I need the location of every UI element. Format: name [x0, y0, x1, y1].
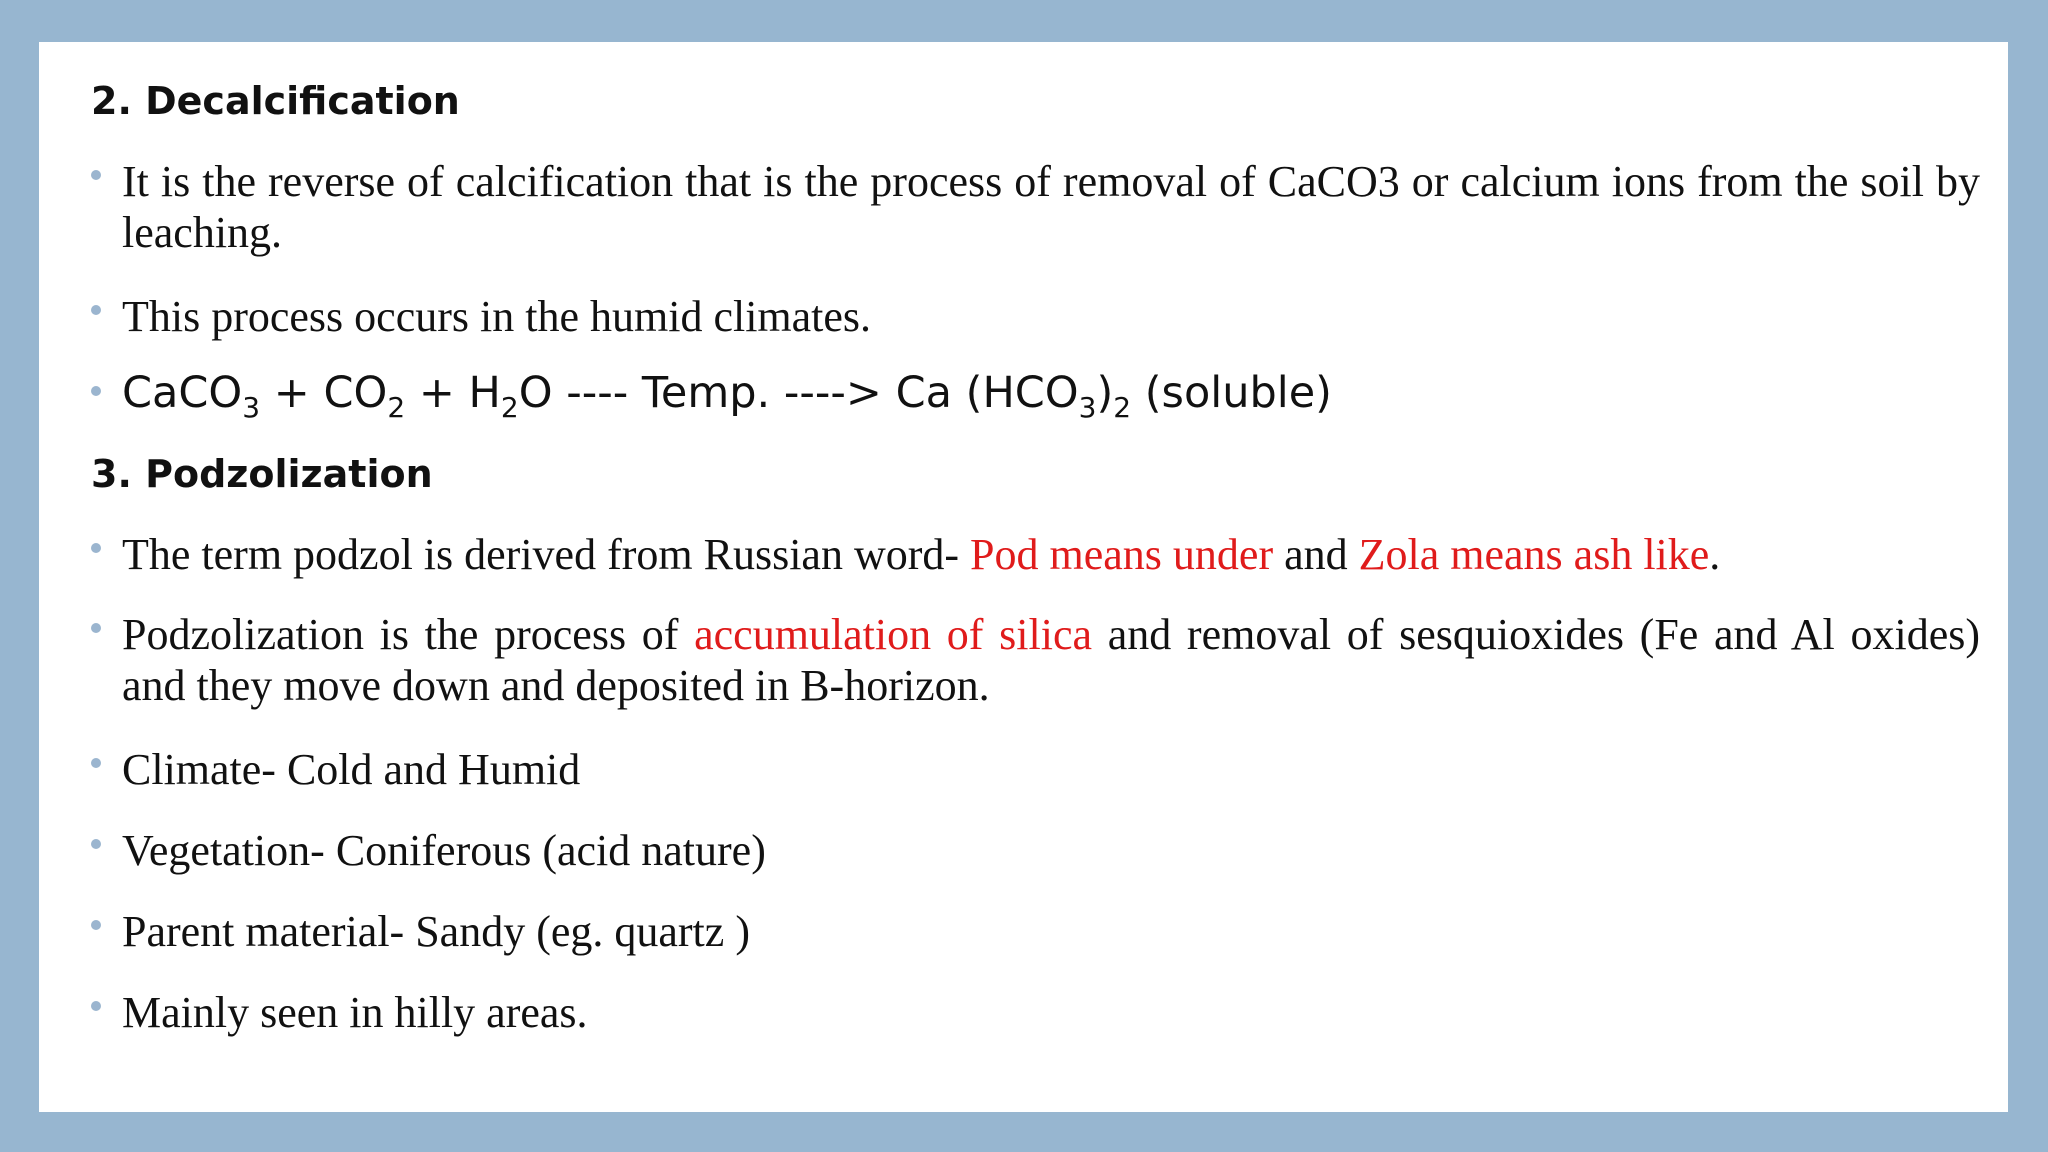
formula-item — [91, 366, 1981, 424]
bullet-dot — [91, 1001, 101, 1011]
bullet-text: Vegetation- Coniferous (acid nature) — [122, 826, 766, 875]
section-heading-decalcification: 2. Decalcification — [91, 79, 460, 123]
bullet-item — [91, 987, 1981, 1038]
bullet-dot — [91, 839, 101, 849]
bullet-dot — [91, 305, 101, 315]
bullet-text: Climate- Cold and Humid — [122, 745, 581, 794]
highlight-text: accumulation of silica — [694, 610, 1093, 659]
bullet-dot — [91, 170, 101, 180]
bullet-dot — [91, 920, 101, 930]
bullet-text: Podzolization is the process of accumulation of silica and removal of sesquioxides (Fe and Al oxides) and they move down and deposited in B-horizon. — [122, 610, 1981, 710]
bullet-text: Mainly seen in hilly areas. — [122, 988, 588, 1037]
chemical-formula: CaCO$_3$ + $CO_2 + H_2O$ ---- Temp. ----> Ca $(HCO_3)_2$ (soluble) — [122, 368, 1332, 424]
bullet-item — [91, 529, 1981, 580]
bullet-item — [91, 156, 1981, 258]
section-heading-podzolization: 3. Podzolization — [91, 452, 433, 496]
bullet-item — [91, 609, 1981, 711]
slide — [39, 42, 2008, 1112]
bullet-text: This process occurs in the humid climates. — [122, 292, 872, 341]
highlight-text: Zola means ash like — [1358, 530, 1710, 579]
bullet-dot — [91, 758, 101, 768]
bullet-dot — [91, 623, 101, 633]
bullet-item — [91, 291, 1981, 342]
bullet-item — [91, 825, 1981, 876]
bullet-dot — [91, 386, 101, 396]
bullet-text: It is the reverse of calcification that is the process of removal of CaCO3 or calcium ions from the soil by leaching. — [122, 157, 1980, 257]
bullet-text: Parent material- Sandy (eg. quartz ) — [122, 907, 750, 956]
bullet-item — [91, 744, 1981, 795]
bullet-dot — [91, 543, 101, 553]
bullet-text: The term podzol is derived from Russian word- Pod means under and Zola means ash like. — [122, 530, 1721, 579]
highlight-text: Pod means under — [970, 530, 1274, 579]
bullet-item — [91, 906, 1981, 957]
